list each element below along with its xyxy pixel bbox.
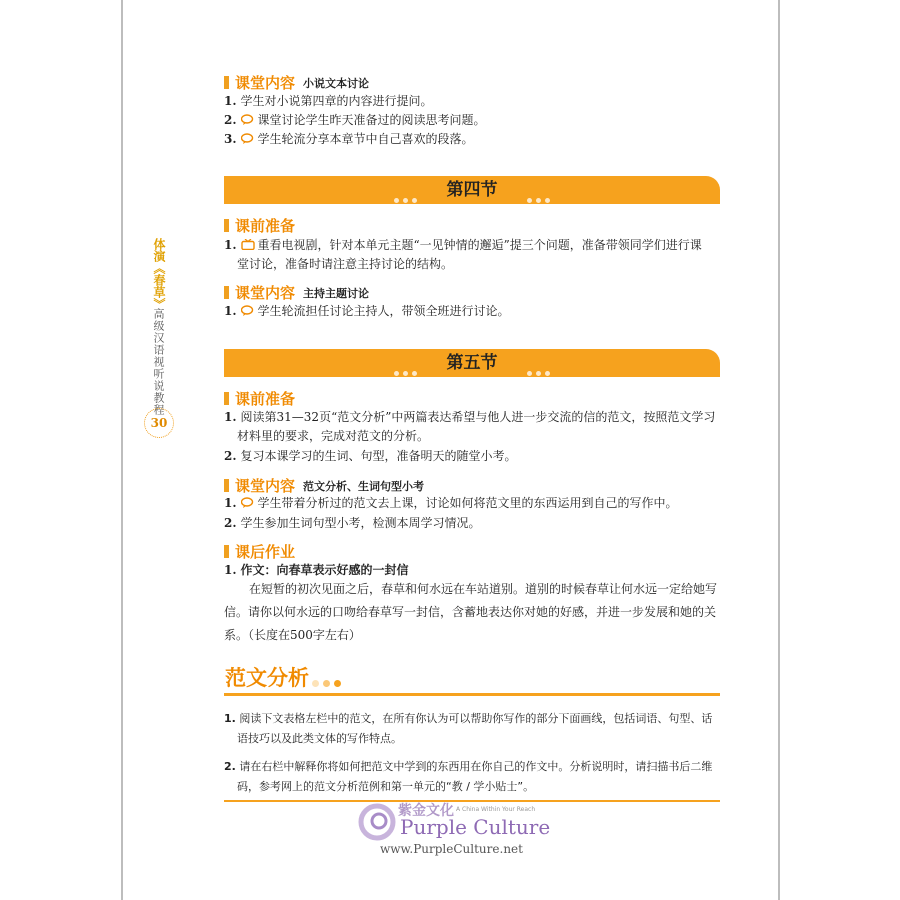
heading-prep-5: 课前准备 xyxy=(224,388,295,409)
section-banner-5 xyxy=(224,349,720,377)
heading-bar xyxy=(224,76,229,89)
homework-text: 信。请你以何水远的口吻给春草写一封信，含蓄地表达你对她的好感，并进一步发展和她的关 xyxy=(224,605,717,619)
heading-text: 课堂内容 xyxy=(235,74,296,92)
list-item: 1. 重看电视剧，针对本单元主题“一见钟情的邂逅”提三个问题，准备带领同学们进行课 xyxy=(224,238,702,252)
section-label: 第五节 xyxy=(446,353,498,373)
homework-text: 在短暂的初次见面之后，春草和何水远在车站道别。道别的时候春草让何水远一定给她写 xyxy=(249,582,718,596)
instruction-2: 2. 请在右栏中解释你将如何把范文中学到的东西用在你自己的作文中。分析说明时，请扫描书后二维 xyxy=(224,760,713,773)
instruction-2-continued: 码，参考网上的范文分析范例和第一单元的“教 / 学小贴士”。 xyxy=(237,780,535,793)
heading-class-content-4: 课堂内容 主持主题讨论 xyxy=(224,282,369,303)
chat-bubble-icon xyxy=(241,497,255,508)
list-item: 1. 阅读第31—32页“范文分析”中两篇表达希望与他人进一步交流的信的范文，按照范文学习 xyxy=(224,410,716,424)
instruction-1-continued: 语技巧以及此类文体的写作特点。 xyxy=(237,732,402,745)
purple-culture-logo xyxy=(357,802,397,842)
list-item-continued: 材料里的要求，完成对范文的分析。 xyxy=(237,429,430,443)
section-label: 第四节 xyxy=(446,180,498,200)
banner-dots xyxy=(527,361,554,366)
list-item: 2. 学生参加生词句型小考，检测本周学习情况。 xyxy=(224,516,481,530)
title-dots xyxy=(312,672,345,691)
book-subtitle-vertical: 高级汉语视听说教程 xyxy=(152,308,165,416)
watermark-chinese: 紫金文化 xyxy=(398,803,454,819)
heading-prep-4: 课前准备 xyxy=(224,215,295,236)
tv-icon xyxy=(241,239,255,250)
list-item: 1. 学生轮流担任讨论主持人，带领全班进行讨论。 xyxy=(224,304,510,318)
list-item: 3. 学生轮流分享本章节中自己喜欢的段落。 xyxy=(224,132,474,146)
list-item: 1. 学生带着分析过的范文去上课，讨论如何将范文里的东西运用到自己的写作中。 xyxy=(224,496,678,510)
banner-dots xyxy=(527,188,554,193)
list-item-continued: 堂讨论，准备时请注意主持讨论的结构。 xyxy=(237,257,454,271)
book-title-vertical: 体演《春草》 xyxy=(152,238,166,310)
fanwen-title: 范文分析 xyxy=(225,666,309,690)
chat-bubble-icon xyxy=(241,133,255,144)
heading-homework: 课后作业 xyxy=(224,541,295,562)
heading-class-content-5: 课堂内容 范文分析、生词句型小考 xyxy=(224,475,424,496)
list-item: 2. 课堂讨论学生昨天准备过的阅读思考问题。 xyxy=(224,113,486,127)
homework-title: 1. 作文：向春草表示好感的一封信 xyxy=(224,563,409,577)
divider-line xyxy=(224,693,720,696)
section-banner-4 xyxy=(224,176,720,204)
list-item: 2. 复习本课学习的生词、句型，准备明天的随堂小考。 xyxy=(224,449,517,463)
divider-line-bottom xyxy=(224,800,720,802)
watermark-url: www.PurpleCulture.net xyxy=(380,842,523,856)
watermark-tagline: A China Within Your Reach xyxy=(456,806,536,813)
homework-text: 系。（长度在500字左右） xyxy=(224,628,361,642)
page-number: 30 xyxy=(144,408,174,438)
chat-bubble-icon xyxy=(241,114,255,125)
instruction-1: 1. 阅读下文表格左栏中的范文，在所有你认为可以帮助你写作的部分下面画线，包括词语、句型、话 xyxy=(224,712,713,725)
watermark-brand: Purple Culture xyxy=(400,815,551,839)
chat-bubble-icon xyxy=(241,305,255,316)
heading-class-content-1 xyxy=(224,72,369,93)
list-item: 1. 学生对小说第四章的内容进行提问。 xyxy=(224,94,433,108)
heading-subtitle: 小说文本讨论 xyxy=(303,76,370,90)
